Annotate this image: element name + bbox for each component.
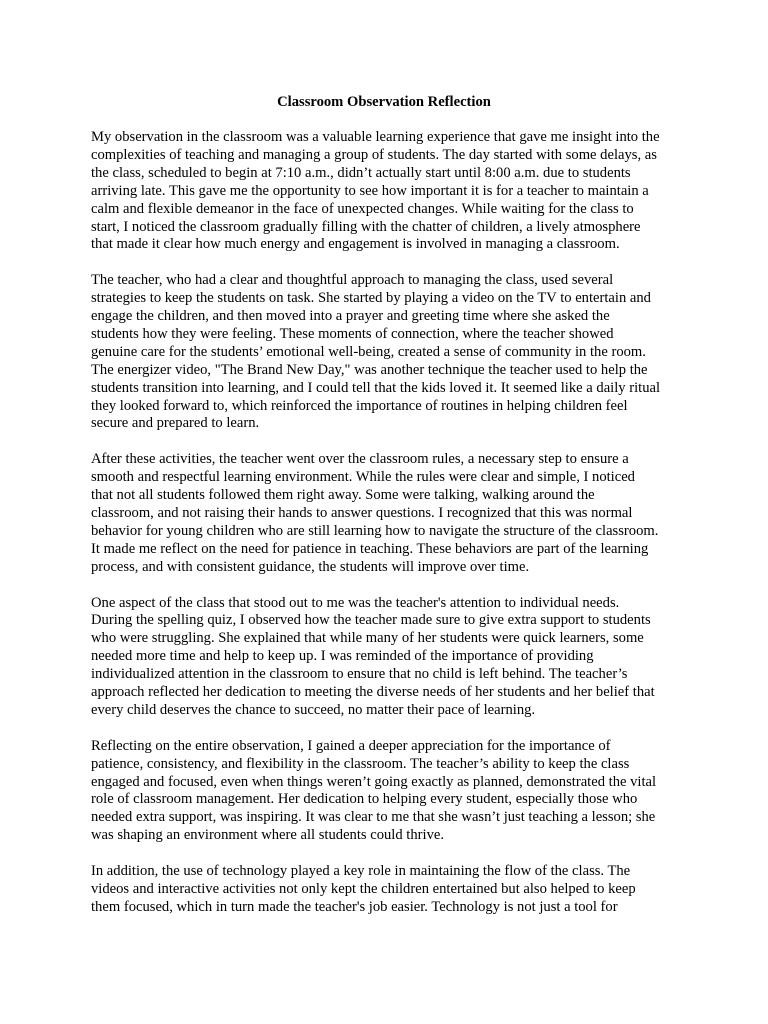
paragraph-line: them focused, which in turn made the teacher's job easier. Technology is not just a tool for bbox=[91, 898, 618, 915]
paragraph-line: patience, consistency, and flexibility in the classroom. The teacher’s ability to keep the class bbox=[91, 755, 630, 772]
paragraph-line: strategies to keep the students on task. She started by playing a video on the TV to entertain and bbox=[91, 290, 651, 307]
paragraph-line: role of classroom management. Her dedication to helping every student, especially those who bbox=[91, 791, 638, 808]
paragraph-line: process, and with consistent guidance, the students will improve over time. bbox=[91, 558, 530, 575]
paragraph-line: engage the children, and then moved into a prayer and greeting time where she asked the bbox=[91, 308, 610, 325]
body-paragraph bbox=[91, 738, 691, 845]
paragraph-line: One aspect of the class that stood out to me was the teacher's attention to individual needs. bbox=[91, 594, 620, 611]
paragraph-line: students how they were feeling. These moments of connection, where the teacher showed bbox=[91, 325, 614, 342]
paragraph-line: needed extra support, was inspiring. It was clear to me that she wasn’t just teaching a lesson; she bbox=[91, 809, 656, 826]
paragraph-line: The teacher, who had a clear and thoughtful approach to managing the class, used several bbox=[91, 272, 614, 289]
body-paragraph bbox=[91, 129, 691, 254]
paragraph-line: behavior for young children who are still learning how to navigate the structure of the classroom. bbox=[91, 522, 659, 539]
paragraph-line: that not all students followed them right away. Some were talking, walking around the bbox=[91, 487, 595, 504]
paragraph-line: genuine care for the students’ emotional well-being, created a sense of community in the room. bbox=[91, 343, 646, 360]
paragraph-line: was shaping an environment where all students could thrive. bbox=[91, 827, 445, 844]
paragraph-line: During the spelling quiz, I observed how the teacher made sure to give extra support to students bbox=[91, 612, 651, 629]
paragraph-line: that made it clear how much energy and engagement is involved in managing a classroom. bbox=[91, 236, 620, 253]
paragraph-line: After these activities, the teacher went over the classroom rules, a necessary step to ensure a bbox=[91, 451, 629, 468]
paragraph-line: complexities of teaching and managing a group of students. The day started with some delays, as bbox=[91, 146, 657, 163]
paragraph-line: approach reflected her dedication to meeting the diverse needs of her students and her belief that bbox=[91, 684, 655, 701]
paragraph-line: the class, scheduled to begin at 7:10 a.m., didn’t actually start until 8:00 a.m. due to students bbox=[91, 164, 631, 181]
paragraph-line: individualized attention in the classroom to ensure that no child is left behind. The teacher’s bbox=[91, 666, 628, 683]
body-paragraph bbox=[91, 595, 691, 720]
paragraph-line: who were struggling. She explained that while many of her students were quick learners, some bbox=[91, 630, 644, 647]
paragraph-line: videos and interactive activities not only kept the children entertained but also helped to keep bbox=[91, 880, 636, 897]
body-paragraph bbox=[91, 451, 691, 576]
paragraph-line: smooth and respectful learning environment. While the rules were clear and simple, I noticed bbox=[91, 469, 635, 486]
paragraph-line: every child deserves the chance to succeed, no matter their pace of learning. bbox=[91, 701, 536, 718]
paragraph-line: The energizer video, "The Brand New Day," was another technique the teacher used to help the bbox=[91, 361, 648, 378]
paragraph-line: secure and prepared to learn. bbox=[91, 415, 260, 432]
paragraph-line: calm and flexible demeanor in the face of unexpected changes. While waiting for the class to bbox=[91, 200, 634, 217]
paragraph-line: It made me reflect on the need for patience in teaching. These behaviors are part of the learning bbox=[91, 540, 649, 557]
body-paragraph bbox=[91, 863, 691, 917]
paragraph-line: needed more time and help to keep up. I was reminded of the importance of providing bbox=[91, 648, 594, 665]
document-body bbox=[91, 129, 691, 935]
paragraph-line: they looked forward to, which reinforced the importance of routines in helping children feel bbox=[91, 397, 628, 414]
paragraph-line: Reflecting on the entire observation, I gained a deeper appreciation for the importance of bbox=[91, 737, 611, 754]
paragraph-line: start, I noticed the classroom gradually filling with the chatter of children, a lively atmosphere bbox=[91, 218, 641, 235]
paragraph-line: In addition, the use of technology played a key role in maintaining the flow of the class. The bbox=[91, 863, 631, 880]
paragraph-line: classroom, and not raising their hands to answer questions. I recognized that this was normal bbox=[91, 505, 633, 521]
paragraph-line: students transition into learning, and I could tell that the kids loved it. It seemed like a daily ritual bbox=[91, 379, 661, 396]
paragraph-line: arriving late. This gave me the opportunity to see how important it is for a teacher to maintain a bbox=[91, 182, 649, 199]
page-title: Classroom Observation Reflection bbox=[277, 94, 491, 110]
body-paragraph bbox=[91, 272, 691, 433]
paragraph-line: engaged and focused, even when things weren’t going exactly as planned, demonstrated the vital bbox=[91, 773, 657, 790]
paragraph-line: My observation in the classroom was a valuable learning experience that gave me insight into the bbox=[91, 129, 660, 145]
